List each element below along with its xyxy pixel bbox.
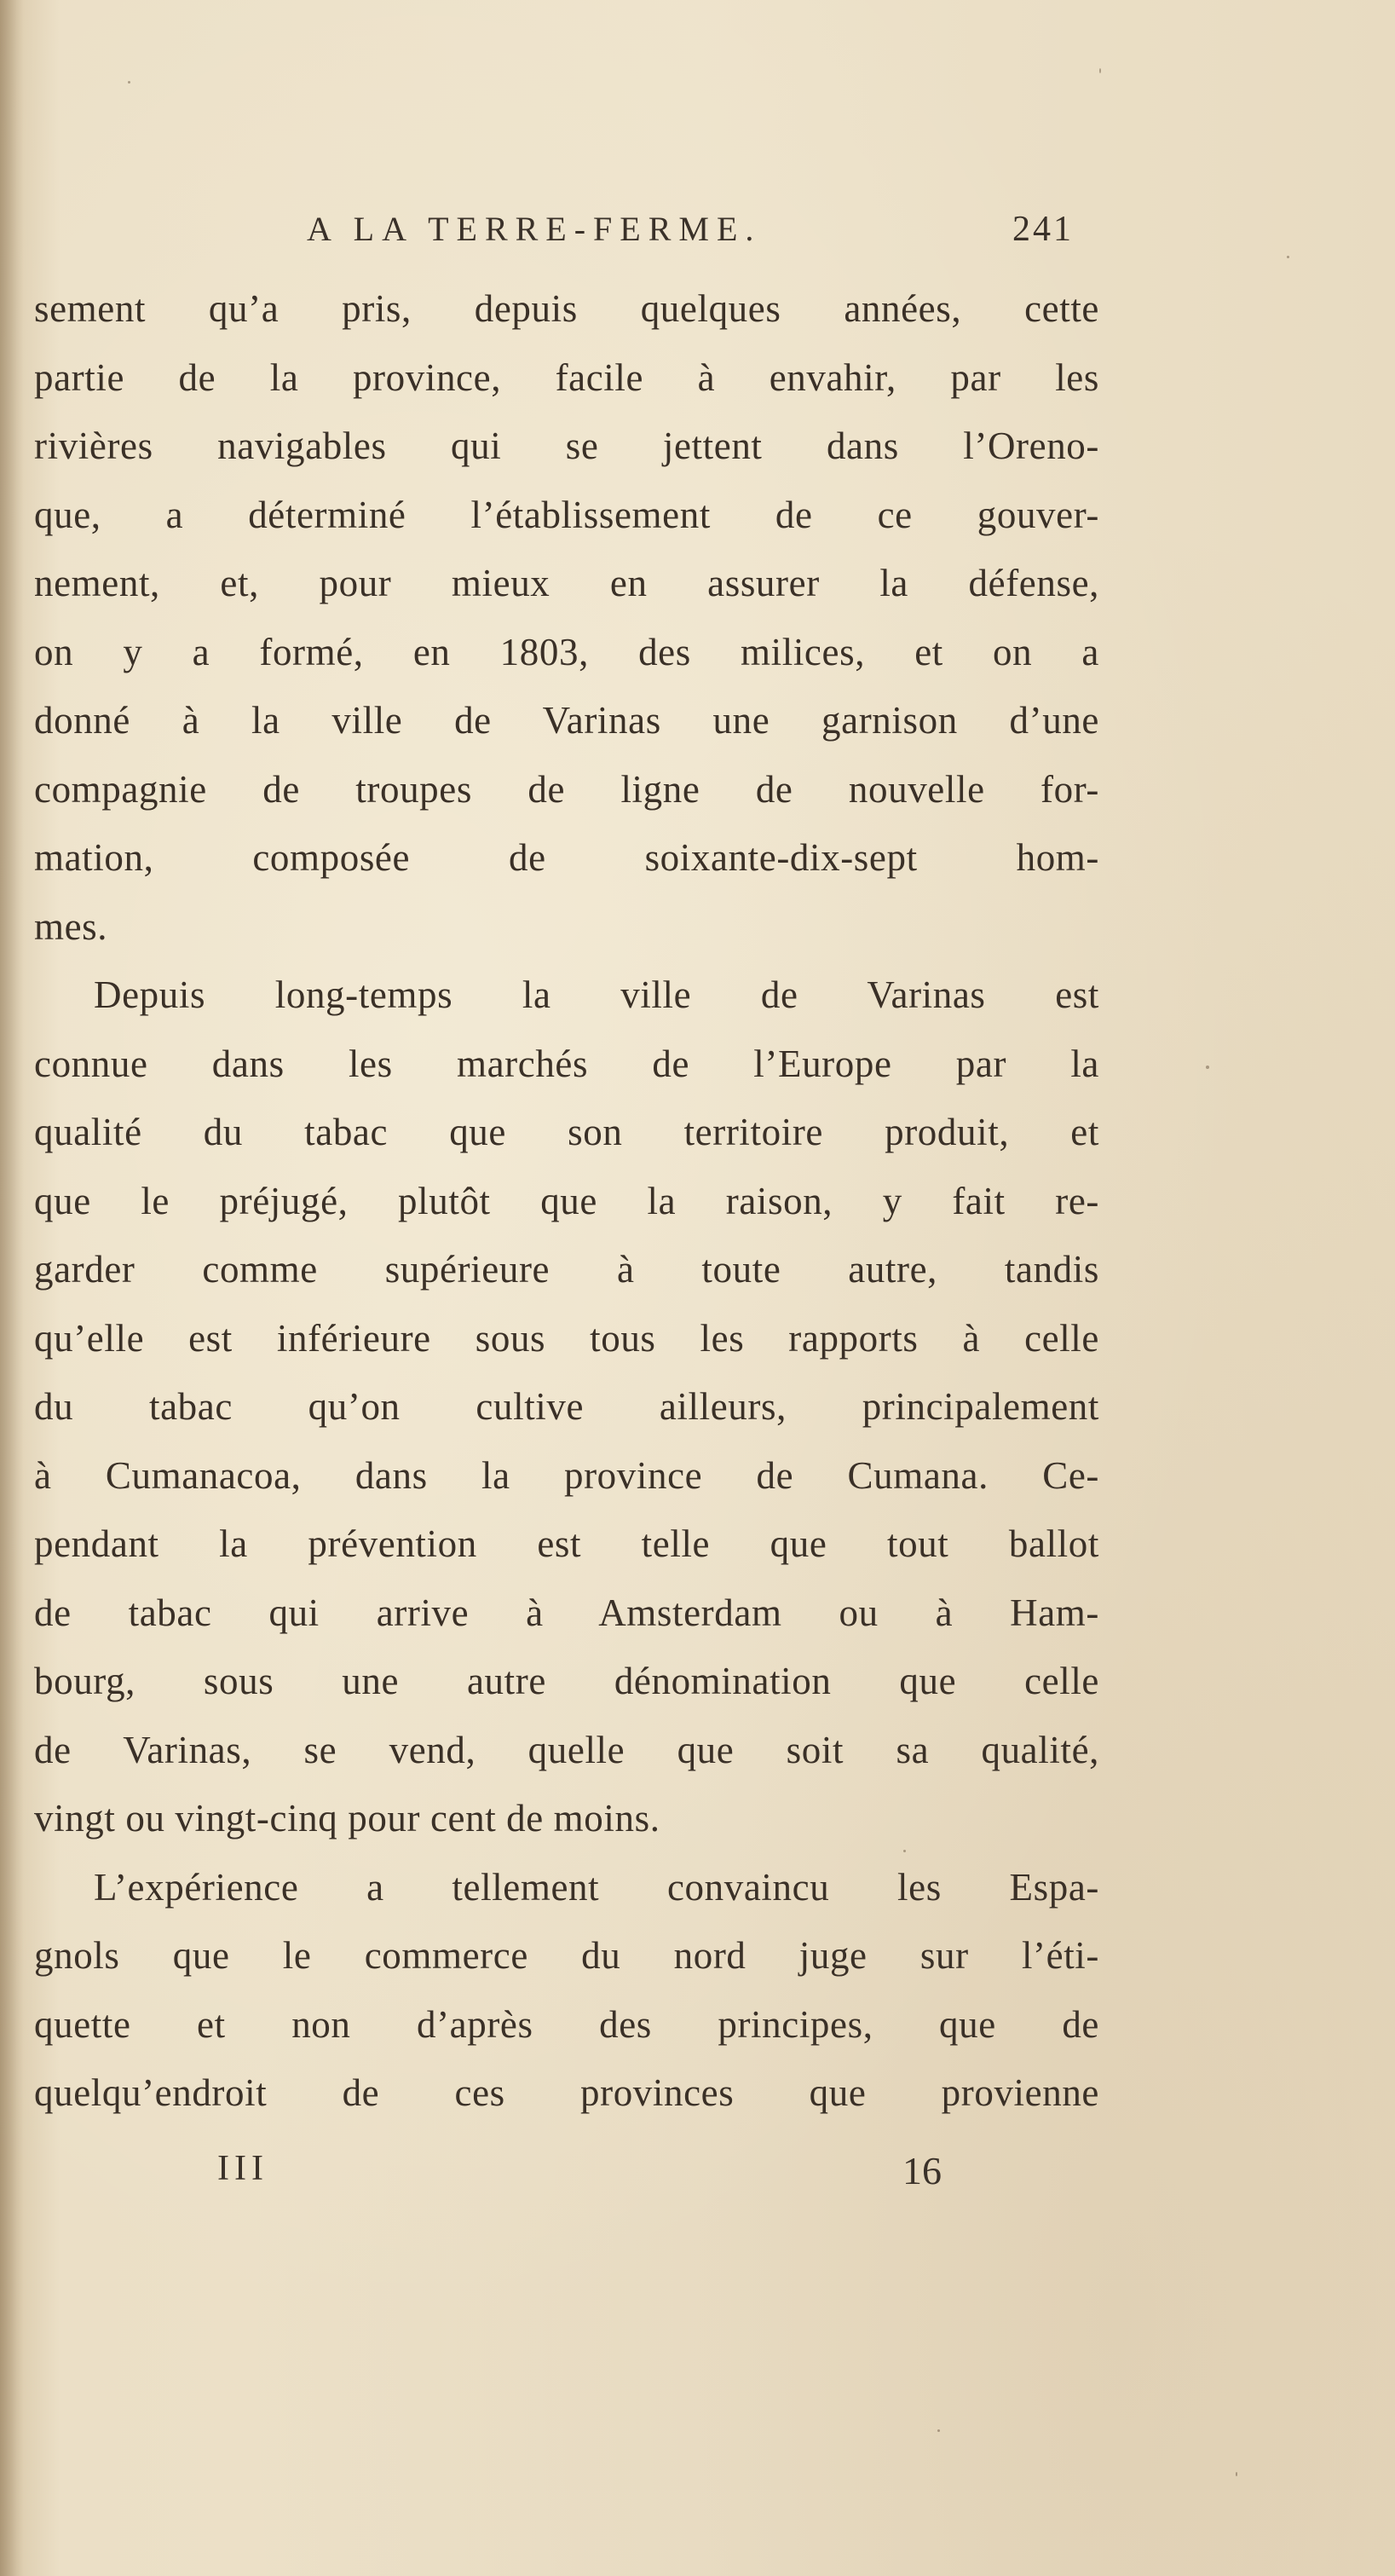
text-line: mation, composée de soixante-dix-sept hom- xyxy=(34,836,1099,879)
text-line: rivières navigables qui se jettent dans l’Oreno- xyxy=(34,425,1099,467)
gutter-shadow xyxy=(0,0,24,2576)
running-head xyxy=(281,209,1074,260)
text-line: on y a formé, en 1803, des milices, et on a xyxy=(34,630,1099,673)
text-line: du tabac qu’on cultive ailleurs, principalement xyxy=(34,1385,1099,1428)
text-line: de tabac qui arrive à Amsterdam ou à Ham- xyxy=(34,1591,1099,1634)
text-line: partie de la province, facile à envahir, par les xyxy=(34,355,1099,399)
page-number: 241 xyxy=(1012,210,1074,249)
text-line: nement, et, pour mieux en assurer la défense, xyxy=(34,562,1099,604)
page-footer xyxy=(217,2148,942,2199)
text-line: qu’elle est inférieure sous tous les rapports à celle xyxy=(34,1316,1099,1360)
text-line: de Varinas, se vend, quelle que soit sa qualité, xyxy=(34,1728,1099,1771)
text-line: sement qu’a pris, depuis quelques années, cette xyxy=(34,287,1099,330)
paragraph-first-line: Depuis long-temps la ville de Varinas est xyxy=(94,973,1099,1016)
body-text xyxy=(34,274,1099,2128)
signature-mark: III xyxy=(217,2149,268,2188)
running-title: A LA TERRE-FERME. xyxy=(307,210,762,248)
text-line: que le préjugé, plutôt que la raison, y fait re- xyxy=(34,1179,1099,1222)
text-line: à Cumanacoa, dans la province de Cumana. Ce- xyxy=(34,1453,1099,1497)
text-line: vingt ou vingt-cinq pour cent de moins. xyxy=(34,1797,660,1840)
text-line: garder comme supérieure à toute autre, tandis xyxy=(34,1248,1099,1291)
text-line: pendant la prévention est telle que tout ballot xyxy=(34,1522,1099,1565)
text-line: donné à la ville de Varinas une garnison d’une xyxy=(34,699,1099,742)
text-line: qualité du tabac que son territoire produit, et xyxy=(34,1111,1099,1153)
text-line: connue dans les marchés de l’Europe par la xyxy=(34,1042,1099,1085)
text-line: bourg, sous une autre dénomination que celle xyxy=(34,1660,1099,1702)
text-line: mes. xyxy=(34,904,108,948)
text-line: quelqu’endroit de ces provinces que provienne xyxy=(34,2071,1099,2114)
paragraph-first-line: L’expérience a tellement convaincu les Espa- xyxy=(94,1865,1099,1909)
text-line: compagnie de troupes de ligne de nouvelle for- xyxy=(34,767,1099,811)
text-line: que, a déterminé l’établissement de ce gouver- xyxy=(34,493,1099,536)
gathering-number: 16 xyxy=(902,2149,942,2192)
text-line: quette et non d’après des principes, que de xyxy=(34,2002,1099,2046)
text-line: gnols que le commerce du nord juge sur l’éti- xyxy=(34,1934,1099,1977)
